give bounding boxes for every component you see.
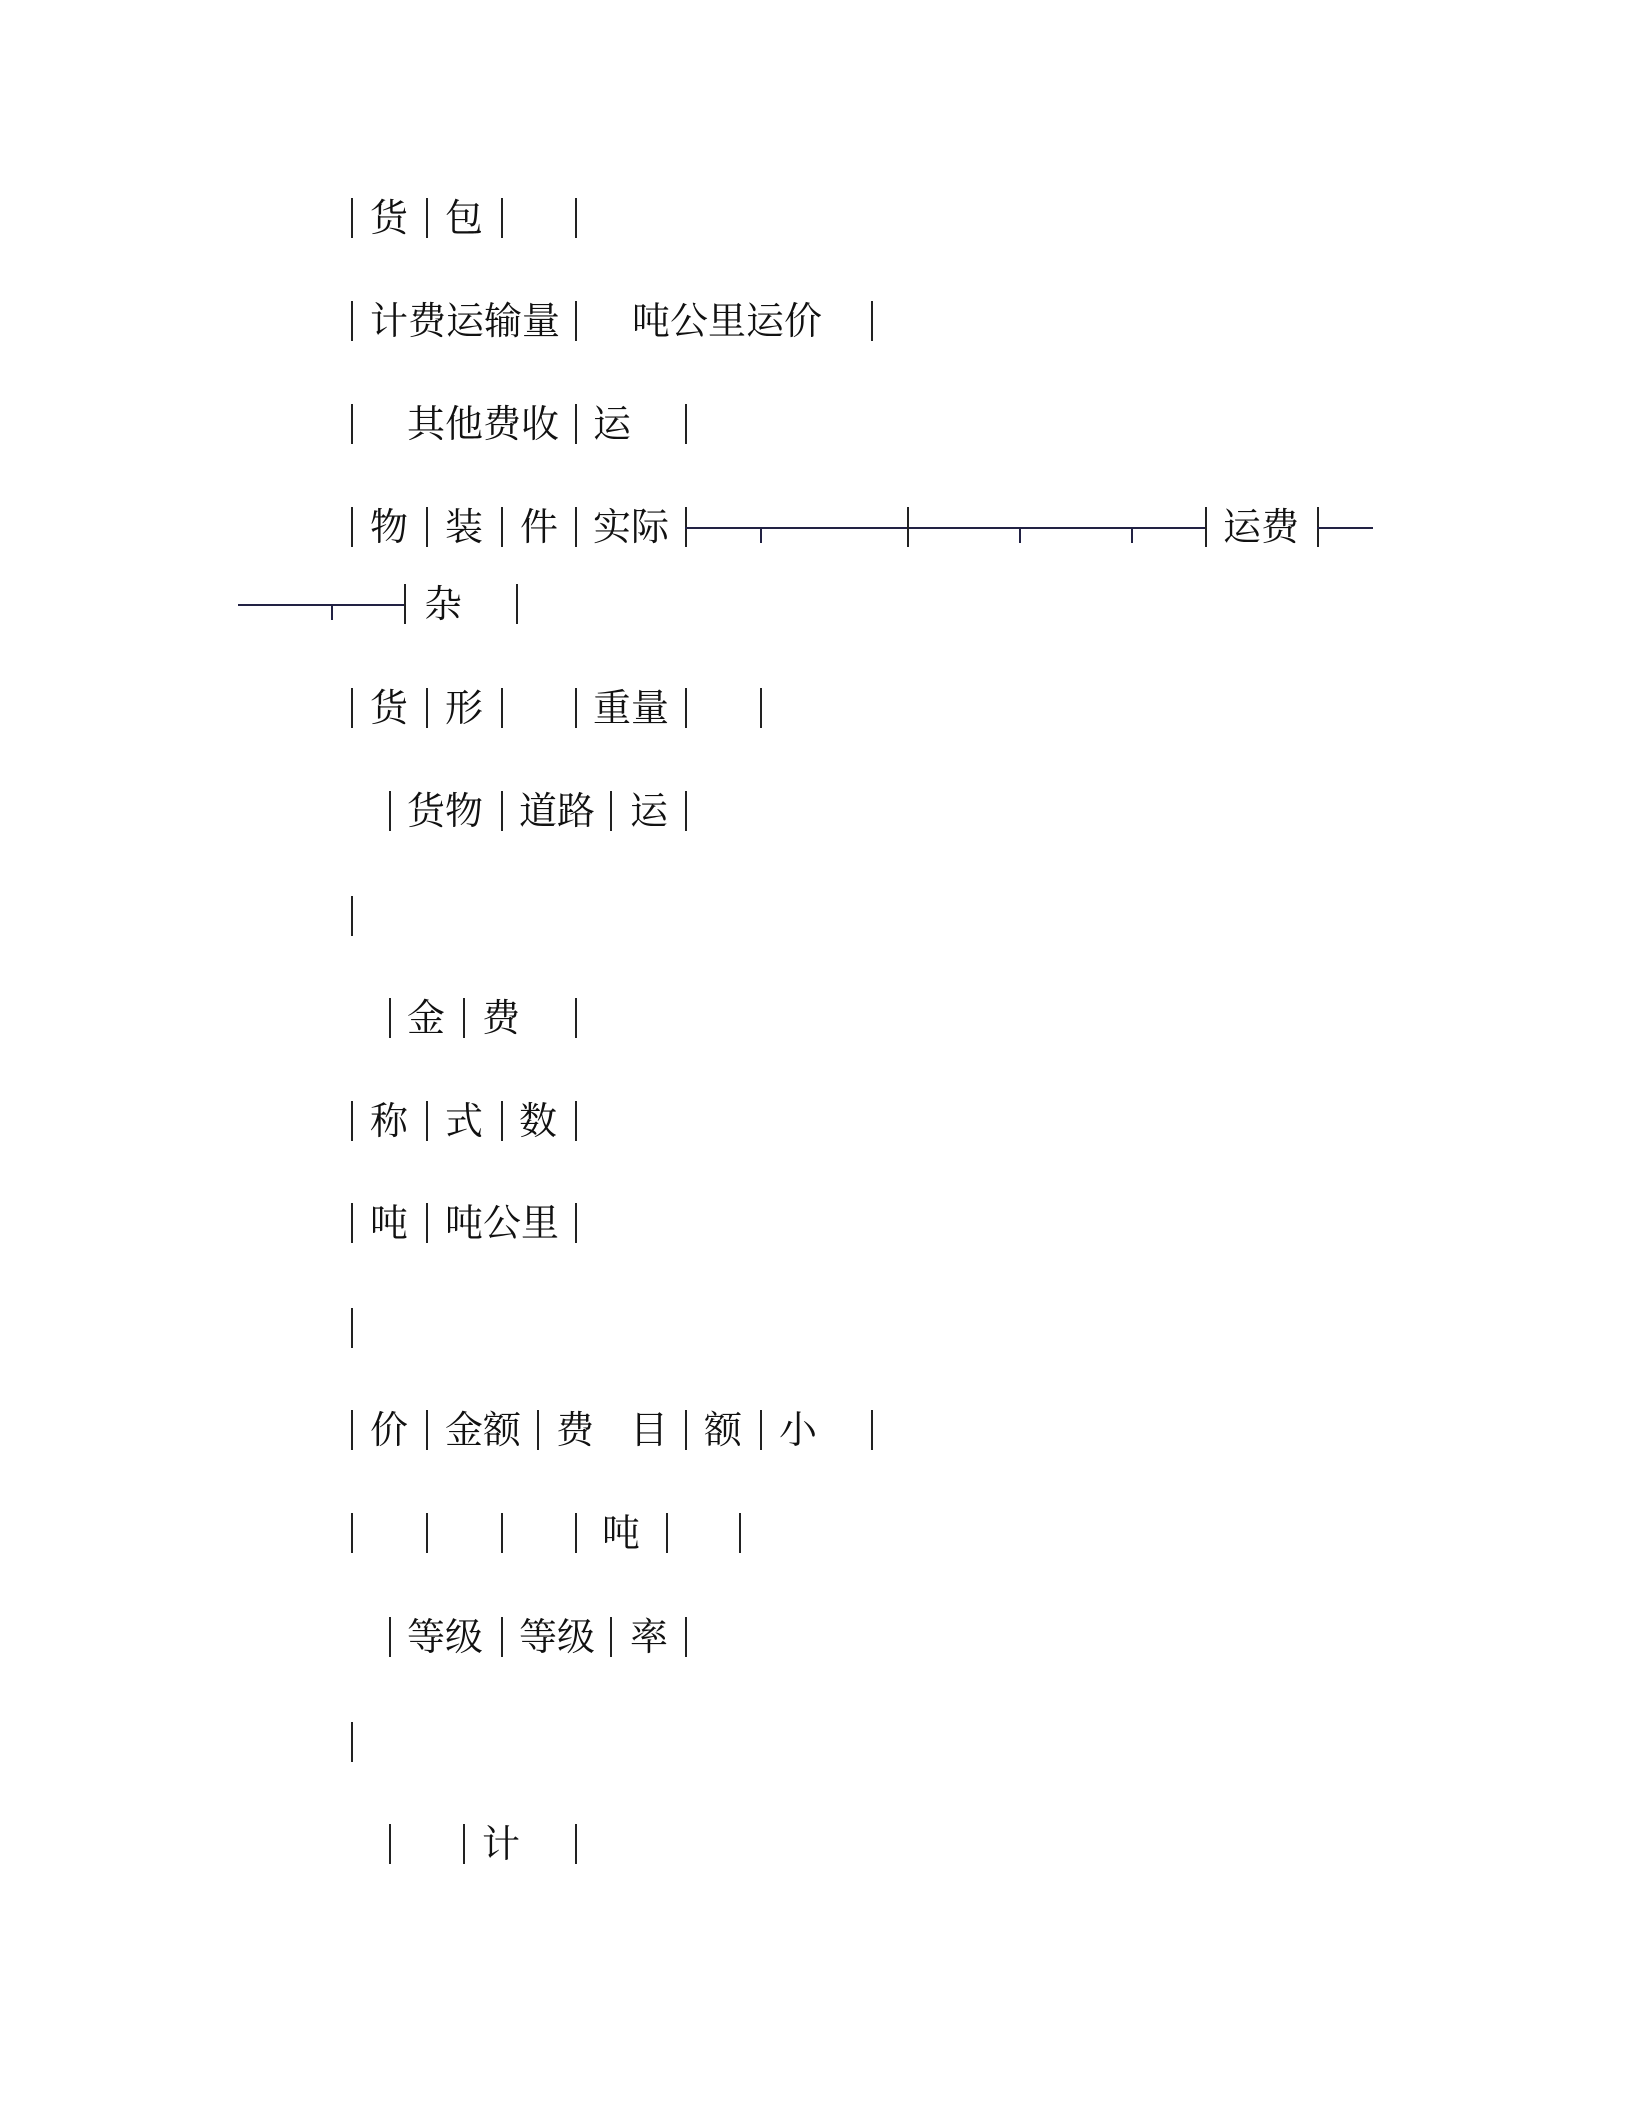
- cell-border: [610, 791, 612, 831]
- cell-border: [685, 688, 687, 728]
- table-row: [0, 1091, 1632, 1151]
- cell-text: 件: [520, 505, 559, 549]
- cell-text: 运费: [1223, 505, 1300, 549]
- cell-border: [404, 584, 406, 624]
- table-row: [0, 394, 1632, 454]
- cell-text: 数: [519, 1099, 558, 1143]
- cell-border: [685, 791, 687, 831]
- cell-border: [760, 688, 762, 728]
- cell-border: [871, 301, 873, 341]
- cell-text: 物: [370, 505, 409, 549]
- cell-text: 实际: [593, 505, 670, 549]
- table-row: [0, 886, 1632, 946]
- table-row: [0, 291, 1632, 351]
- cell-border: [501, 1513, 503, 1553]
- cell-border: [389, 1617, 391, 1657]
- cell-border: [575, 404, 577, 444]
- table-row: [0, 988, 1632, 1048]
- cell-border: [685, 1410, 687, 1450]
- cell-border: [501, 791, 503, 831]
- table-row: [0, 1503, 1632, 1563]
- table-row: [0, 1193, 1632, 1253]
- cell-border: [871, 1410, 873, 1450]
- table-rule-tick: [1131, 527, 1133, 543]
- cell-text: 称: [370, 1099, 409, 1143]
- cell-text: 率: [630, 1615, 669, 1659]
- cell-border: [389, 791, 391, 831]
- cell-border: [389, 998, 391, 1038]
- table-row: [0, 1298, 1632, 1358]
- cell-border: [575, 301, 577, 341]
- cell-text: 货: [370, 686, 409, 730]
- table-row: [0, 1712, 1632, 1772]
- cell-border: [463, 998, 465, 1038]
- table-row: [0, 1400, 1632, 1460]
- cell-border: [666, 1513, 668, 1553]
- table-rule: [685, 527, 1205, 529]
- cell-text: 等级: [407, 1615, 484, 1659]
- cell-text: 价: [370, 1408, 409, 1452]
- cell-text: 目: [630, 1408, 669, 1452]
- cell-border: [351, 1101, 353, 1141]
- cell-border: [685, 1617, 687, 1657]
- cell-text: 吨公里运价: [632, 299, 823, 343]
- cell-border: [351, 1308, 353, 1348]
- cell-border: [501, 1101, 503, 1141]
- cell-text: 吨公里: [445, 1201, 560, 1245]
- cell-text: 包: [445, 196, 484, 240]
- cell-border: [501, 507, 503, 547]
- cell-text: 重量: [593, 686, 670, 730]
- cell-border: [426, 507, 428, 547]
- cell-text: 额: [704, 1408, 743, 1452]
- cell-border: [351, 1410, 353, 1450]
- table-row: [0, 678, 1632, 738]
- cell-border: [426, 1101, 428, 1141]
- cell-text: 杂: [424, 582, 463, 626]
- cell-border: [351, 1513, 353, 1553]
- cell-text: 道路: [519, 789, 596, 833]
- cell-border: [426, 688, 428, 728]
- cell-border: [575, 688, 577, 728]
- cell-border: [351, 301, 353, 341]
- cell-text: 形: [445, 686, 484, 730]
- cell-border: [575, 1824, 577, 1864]
- cell-border: [610, 1617, 612, 1657]
- cell-text: 装: [445, 505, 484, 549]
- cell-text: 费: [556, 1408, 595, 1452]
- cell-text: 其他费收: [407, 402, 560, 446]
- cell-text: 运: [630, 789, 669, 833]
- table-row: [0, 781, 1632, 841]
- cell-text: 货物: [407, 789, 484, 833]
- cell-border: [739, 1513, 741, 1553]
- cell-border: [389, 1824, 391, 1864]
- cell-border: [575, 198, 577, 238]
- table-row: [0, 574, 1632, 634]
- cell-border: [760, 1410, 762, 1450]
- table-row: [0, 1607, 1632, 1667]
- cell-border: [575, 1203, 577, 1243]
- cell-border: [351, 1722, 353, 1762]
- cell-border: [537, 1410, 539, 1450]
- table-rule-tick: [1019, 527, 1021, 543]
- cell-text: 金: [407, 996, 446, 1040]
- cell-text: 式: [445, 1099, 484, 1143]
- cell-text: 运: [593, 402, 632, 446]
- cell-border: [351, 1203, 353, 1243]
- cell-border: [426, 1513, 428, 1553]
- cell-text: 计: [482, 1822, 521, 1866]
- cell-text: 费: [482, 996, 521, 1040]
- cell-border: [463, 1824, 465, 1864]
- cell-border: [575, 998, 577, 1038]
- table-row: [0, 188, 1632, 248]
- cell-text: 吨: [602, 1511, 641, 1555]
- cell-text: 金额: [445, 1408, 522, 1452]
- table-row: [0, 1814, 1632, 1874]
- cell-border: [575, 1513, 577, 1553]
- cell-border: [575, 507, 577, 547]
- table-rule-tick: [331, 604, 333, 620]
- cell-text: 吨: [370, 1201, 409, 1245]
- cell-border: [351, 507, 353, 547]
- cell-text: 小: [779, 1408, 818, 1452]
- table-rule-tick: [760, 527, 762, 543]
- cell-border: [907, 507, 909, 547]
- cell-border: [575, 1101, 577, 1141]
- cell-border: [351, 198, 353, 238]
- table-row: [0, 497, 1632, 557]
- cell-text: 计费运输量: [370, 299, 561, 343]
- table-rule: [1317, 527, 1373, 529]
- cell-border: [426, 1203, 428, 1243]
- table-rule: [238, 604, 406, 606]
- cell-border: [685, 404, 687, 444]
- cell-text: 货: [370, 196, 409, 240]
- cell-border: [351, 404, 353, 444]
- cell-border: [501, 198, 503, 238]
- cell-border: [351, 896, 353, 936]
- cell-text: 等级: [519, 1615, 596, 1659]
- cell-border: [516, 584, 518, 624]
- cell-border: [501, 1617, 503, 1657]
- cell-border: [501, 688, 503, 728]
- cell-border: [426, 198, 428, 238]
- cell-border: [426, 1410, 428, 1450]
- cell-border: [1205, 507, 1207, 547]
- cell-border: [351, 688, 353, 728]
